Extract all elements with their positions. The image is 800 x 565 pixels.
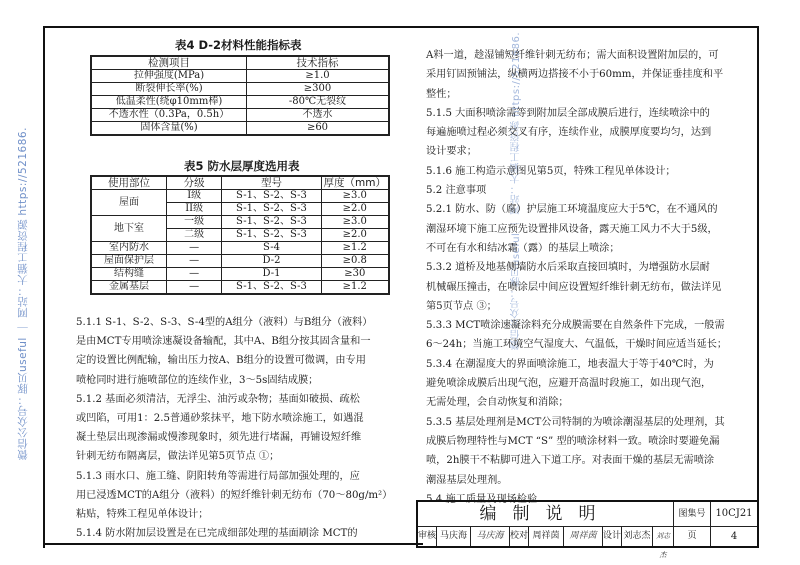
table-cell: 低温柔性(绕φ10mm棒) <box>91 96 247 109</box>
table4-header: 技术指标 <box>247 56 390 70</box>
page-label: 页 <box>674 527 711 546</box>
table-cell: 一级 <box>166 216 222 229</box>
table5-title: 表5 防水层厚度选用表 <box>184 159 300 173</box>
left-text-column <box>76 313 392 543</box>
text-line: 5.1.3 雨水口、施工缝、阴阳转角等需进行局部加强处理的，应 <box>76 470 360 482</box>
right-text-column <box>426 46 727 509</box>
text-line: 采用钉固预铺法，纵横两边搭接不小于60mm，并保证垂挂度和平 <box>426 69 724 81</box>
text-line: 5.3.4 在潮湿度大的界面喷涂施工，地表温大于等于40℃时，为 <box>426 358 714 370</box>
text-line: 凝土垫层出现渗漏或慢渗现象时，须先进行堵漏，再铺设短纤维 <box>76 432 362 444</box>
text-line: 5.1.1 S-1、S-2、S-3、S-4型的A组分（液料）与B组分（液料） <box>76 317 373 328</box>
table-cell: 不透水性（0.3Pa，0.5h） <box>91 109 247 122</box>
table4-header-row <box>91 56 389 70</box>
table5-header: 厚度（mm） <box>321 176 389 190</box>
text-line: 喷，2h膜干不粘脚可进入下道工序。对表面干燥的基层无需喷涂 <box>426 455 715 467</box>
text-line: 5.1.4 防水附加层设置是在已完成细部处理的基面刷涂 MCT的 <box>76 528 358 540</box>
reviewer-name: 马庆海 <box>437 527 471 546</box>
watermark-left: 微信公众号：豚贝useful ｜ 网站：大猫工程资源 https://521686. <box>17 127 29 460</box>
table4-header: 检测项目 <box>91 56 247 70</box>
table-cell: ≥60 <box>247 122 390 136</box>
table-cell: ≥1.2 <box>321 242 389 255</box>
text-line: 第5页节点 ③； <box>426 300 497 312</box>
table-cell: — <box>166 281 222 295</box>
table-cell: 不透水 <box>247 109 390 122</box>
table-row <box>91 122 389 136</box>
table-cell: 金属基层 <box>91 281 166 295</box>
text-line: 潮湿基层处理剂。 <box>426 474 508 486</box>
table5-header: 分级 <box>166 176 222 190</box>
text-line: 避免喷涂成膜后出现气泡，应避开高温时段施工，如出现气泡， <box>426 378 712 390</box>
table-cell: ≥3.0 <box>321 216 389 229</box>
table-cell: ≥1.2 <box>321 281 389 295</box>
design-label: 设计 <box>603 527 622 546</box>
text-line: 机械碾压撞击，在喷涂层中间应设置短纤维针刺无纺布，做法详见 <box>426 281 722 293</box>
table-row <box>91 83 389 96</box>
text-line: 5.3.3 MCT喷涂速凝涂料充分成膜需要在自然条件下完成，一般需 <box>426 320 725 332</box>
table-cell: ≥2.0 <box>321 229 389 242</box>
table4-title: 表4 D-2材料性能指标表 <box>175 38 302 52</box>
table-row <box>91 242 389 255</box>
text-line: 用已浸透MCT的A组分（液料）的短纤维针刺无纺布（70～80g/m²） <box>76 489 393 501</box>
table-cell: S-1、S-2、S-3 <box>222 229 321 242</box>
text-line: 5.4 施工质量及现场检验 <box>426 493 538 505</box>
text-line: 针刺无纺布隔离层，做法详见第5页节点 ①； <box>76 451 280 463</box>
table-row <box>91 70 389 83</box>
table-cell: S-1、S-2、S-3 <box>222 203 321 216</box>
table-cell: 结构缝 <box>91 268 166 281</box>
table-cell: D-2 <box>222 255 321 268</box>
table-row <box>91 190 389 203</box>
text-line: 或凹陷，可用1：2.5普通砂浆抹平，地下防水喷涂施工，如遇混 <box>76 413 364 425</box>
table-cell: ≥300 <box>247 83 390 96</box>
drawing-title: 编制说明 <box>418 502 674 527</box>
table-row <box>91 96 389 109</box>
table-cell: II级 <box>166 203 222 216</box>
text-line: 5.3.5 基层处理剂是MCT公司特制的为喷涂潮湿基层的处理剂，其 <box>426 416 725 428</box>
table-cell: 二级 <box>166 229 222 242</box>
text-line: 粘贴，特殊工程见单体设计； <box>76 509 209 521</box>
text-line: 不可在有水和结冰霜（露）的基层上喷涂； <box>426 242 620 254</box>
review-label: 审核 <box>418 527 437 546</box>
table-cell: 屋面 <box>91 190 166 216</box>
text-line: 整性； <box>426 88 457 100</box>
table-cell: 断裂伸长率(%) <box>91 83 247 96</box>
table5-header-row <box>91 176 389 190</box>
table-cell: — <box>166 255 222 268</box>
table-row <box>91 109 389 122</box>
atlas-number-label: 图集号 <box>674 502 711 527</box>
table-row <box>91 255 389 268</box>
text-line: 6～24h；当施工环境空气湿度大、气温低，干燥时间应适当延长； <box>426 339 728 351</box>
checker-signature: 周祥茵 <box>564 527 603 546</box>
text-line: 无需处理，会自动恢复和消除； <box>426 397 569 409</box>
table-cell: ≥2.0 <box>321 203 389 216</box>
text-line: 5.2 注意事项 <box>426 185 487 197</box>
table5-header: 使用部位 <box>91 176 166 190</box>
text-line: 设计要求； <box>426 146 477 158</box>
text-line: 5.2.1 防水、防（腐）护层施工环境温度应大于5℃，在不通风的 <box>426 204 718 216</box>
page-number: 4 <box>730 531 738 542</box>
table-cell: S-4 <box>222 242 321 255</box>
text-line: 喷枪同时进行施喷部位的连续作业，3～5s固结成膜； <box>76 374 319 386</box>
text-line: 每遍施喷过程必须交叉有序，连续作业，成膜厚度要均匀，达到 <box>426 127 712 139</box>
text-line: 成膜后物理特性与MCT “S” 型的喷涂材料一致。喷涂时要避免漏 <box>426 435 720 447</box>
table4-material-properties <box>90 55 390 136</box>
text-line: 5.1.5 大面积喷涂需等到附加层全部成膜后进行，连续喷涂中的 <box>426 107 710 119</box>
table-cell: 室内防水 <box>91 242 166 255</box>
table-row <box>91 216 389 229</box>
table-cell: ≥30 <box>321 268 389 281</box>
table-cell: D-1 <box>222 268 321 281</box>
table-cell: — <box>166 242 222 255</box>
table-row <box>91 281 389 295</box>
table5-thickness-selection <box>90 175 390 295</box>
table5-header: 型号 <box>222 176 321 190</box>
reviewer-signature: 马庆海 <box>471 527 510 546</box>
text-line: 5.3.2 道桥及地基侧墙防水后采取直接回填时，为增强防水层耐 <box>426 262 710 274</box>
atlas-number: 10CJ21 <box>711 502 757 527</box>
table-cell: S-1、S-2、S-3 <box>222 281 321 295</box>
table-cell: ≥1.0 <box>247 70 390 83</box>
designer-name: 刘志杰 <box>622 527 653 546</box>
text-line: 5.1.2 基面必须清洁，无浮尘、油污或杂物；基面如破损、疏松 <box>76 393 360 405</box>
table-cell: 地下室 <box>91 216 166 242</box>
table-cell: -80℃无裂纹 <box>247 96 390 109</box>
table-cell: 拉伸强度(MPa) <box>91 70 247 83</box>
table-cell: ≥0.8 <box>321 255 389 268</box>
text-line: 潮湿环境下施工应预先设置排风设备，露天施工风力不大于5级， <box>426 223 718 235</box>
title-block <box>416 500 759 559</box>
checker-name: 周祥茵 <box>529 527 564 546</box>
table-cell: I级 <box>166 190 222 203</box>
table-cell: — <box>166 268 222 281</box>
designer-signature: 刘志杰 <box>653 527 674 546</box>
text-line: 5.1.6 施工构造示意图见第5页，特殊工程见单体设计； <box>426 165 676 177</box>
check-label: 校对 <box>510 527 529 546</box>
table-cell: 屋面保护层 <box>91 255 166 268</box>
table-cell: S-1、S-2、S-3 <box>222 190 321 203</box>
table-row <box>91 268 389 281</box>
text-line: A料一道，趁湿铺短纤维针刺无纺布；需大面积设置附加层的，可 <box>426 50 719 61</box>
table-cell: 固体含量(%) <box>91 122 247 136</box>
table-cell: S-1、S-2、S-3 <box>222 216 321 229</box>
text-line: 是由MCT专用喷涂速凝设备输配，其中A、B组分按其固含量和一 <box>76 336 371 348</box>
table-cell: ≥3.0 <box>321 190 389 203</box>
text-line: 定的设置比例配输，输出压力按A、B组分的设置可微调，由专用 <box>76 355 366 367</box>
watermark-middle: 微信公众号：豚贝useful ｜ 网站：大猫工程资源 https://521686. <box>511 31 522 350</box>
